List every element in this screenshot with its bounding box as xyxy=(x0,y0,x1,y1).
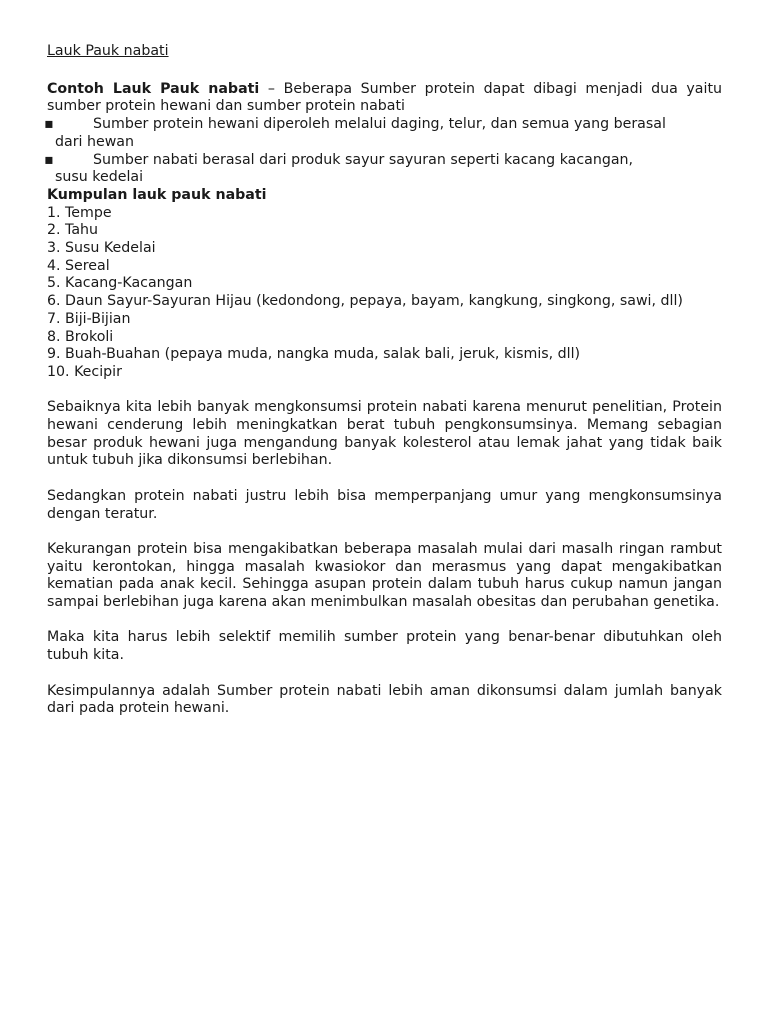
food-list xyxy=(47,205,687,382)
list-item: 10. Kecipir xyxy=(47,363,122,380)
list-item: 2. Tahu xyxy=(47,222,99,239)
bullet-line: Sumber nabati berasal dari produk sayur sayuran seperti kacang kacangan, xyxy=(93,151,634,168)
bullet-item xyxy=(44,116,722,151)
intro-text: – Beberapa Sumber protein dapat dibagi menjadi dua yaitu sumber protein hewani dan sumber protein nabati xyxy=(47,80,723,115)
bullet-icon: ▪ xyxy=(44,151,54,168)
paragraph: Maka kita harus lebih selektif memilih sumber protein yang benar-benar dibutuhkan oleh tubuh kita. xyxy=(47,629,722,664)
bullet-line: dari hewan xyxy=(55,133,134,150)
paragraph: Sedangkan protein nabati justru lebih bisa memperpanjang umur yang mengkonsumsinya dengan teratur. xyxy=(47,487,722,522)
list-item: 1. Tempe xyxy=(47,204,112,221)
list-item: 7. Biji-Bijian xyxy=(47,310,131,327)
paragraph: Kesimpulannya adalah Sumber protein nabati lebih aman dikonsumsi dalam jumlah banyak dari pada protein hewani. xyxy=(47,682,722,717)
intro-bold: Contoh Lauk Pauk nabati xyxy=(47,80,260,97)
list-item: 3. Susu Kedelai xyxy=(47,240,156,257)
list-item: 6. Daun Sayur-Sayuran Hijau (kedondong, pepaya, bayam, kangkung, singkong, sawi, dll) xyxy=(47,293,683,310)
list-item: 8. Brokoli xyxy=(47,328,114,345)
list-item: 5. Kacang-Kacangan xyxy=(47,275,193,292)
bullet-line: susu kedelai xyxy=(55,169,144,186)
document-title: Lauk Pauk nabati xyxy=(47,43,169,59)
bullet-line: Sumber protein hewani diperoleh melalui daging, telur, dan semua yang berasal xyxy=(93,116,666,133)
intro-paragraph xyxy=(47,81,722,116)
list-item: 4. Sereal xyxy=(47,257,110,274)
list-item: 9. Buah-Buahan (pepaya muda, nangka muda, salak bali, jeruk, kismis, dll) xyxy=(47,346,581,363)
bullet-item xyxy=(44,152,722,187)
list-heading: Kumpulan lauk pauk nabati xyxy=(47,186,267,203)
paragraph: Kekurangan protein bisa mengakibatkan beberapa masalah mulai dari masalh ringan rambut yaitu kerontokan, hingga masalah kwasiokor dan merasmus yang dapat mengakibatkan kematian pada anak kecil. Sehingga asupan protein dalam tubuh harus cukup namun jangan sampai berlebihan juga karena akan menimbulkan masalah obesitas dan perubahan genetika. xyxy=(47,540,722,611)
paragraph: Sebaiknya kita lebih banyak mengkonsumsi protein nabati karena menurut penelitian, Protein hewani cenderung lebih meningkatkan berat tubuh pengkonsumsinya. Memang sebagian besar produk hewani juga mengandung banyak kolesterol atau lemak jahat yang tidak baik untuk tubuh jika dikonsumsi berlebihan. xyxy=(47,399,722,469)
bullet-icon: ▪ xyxy=(44,116,54,133)
